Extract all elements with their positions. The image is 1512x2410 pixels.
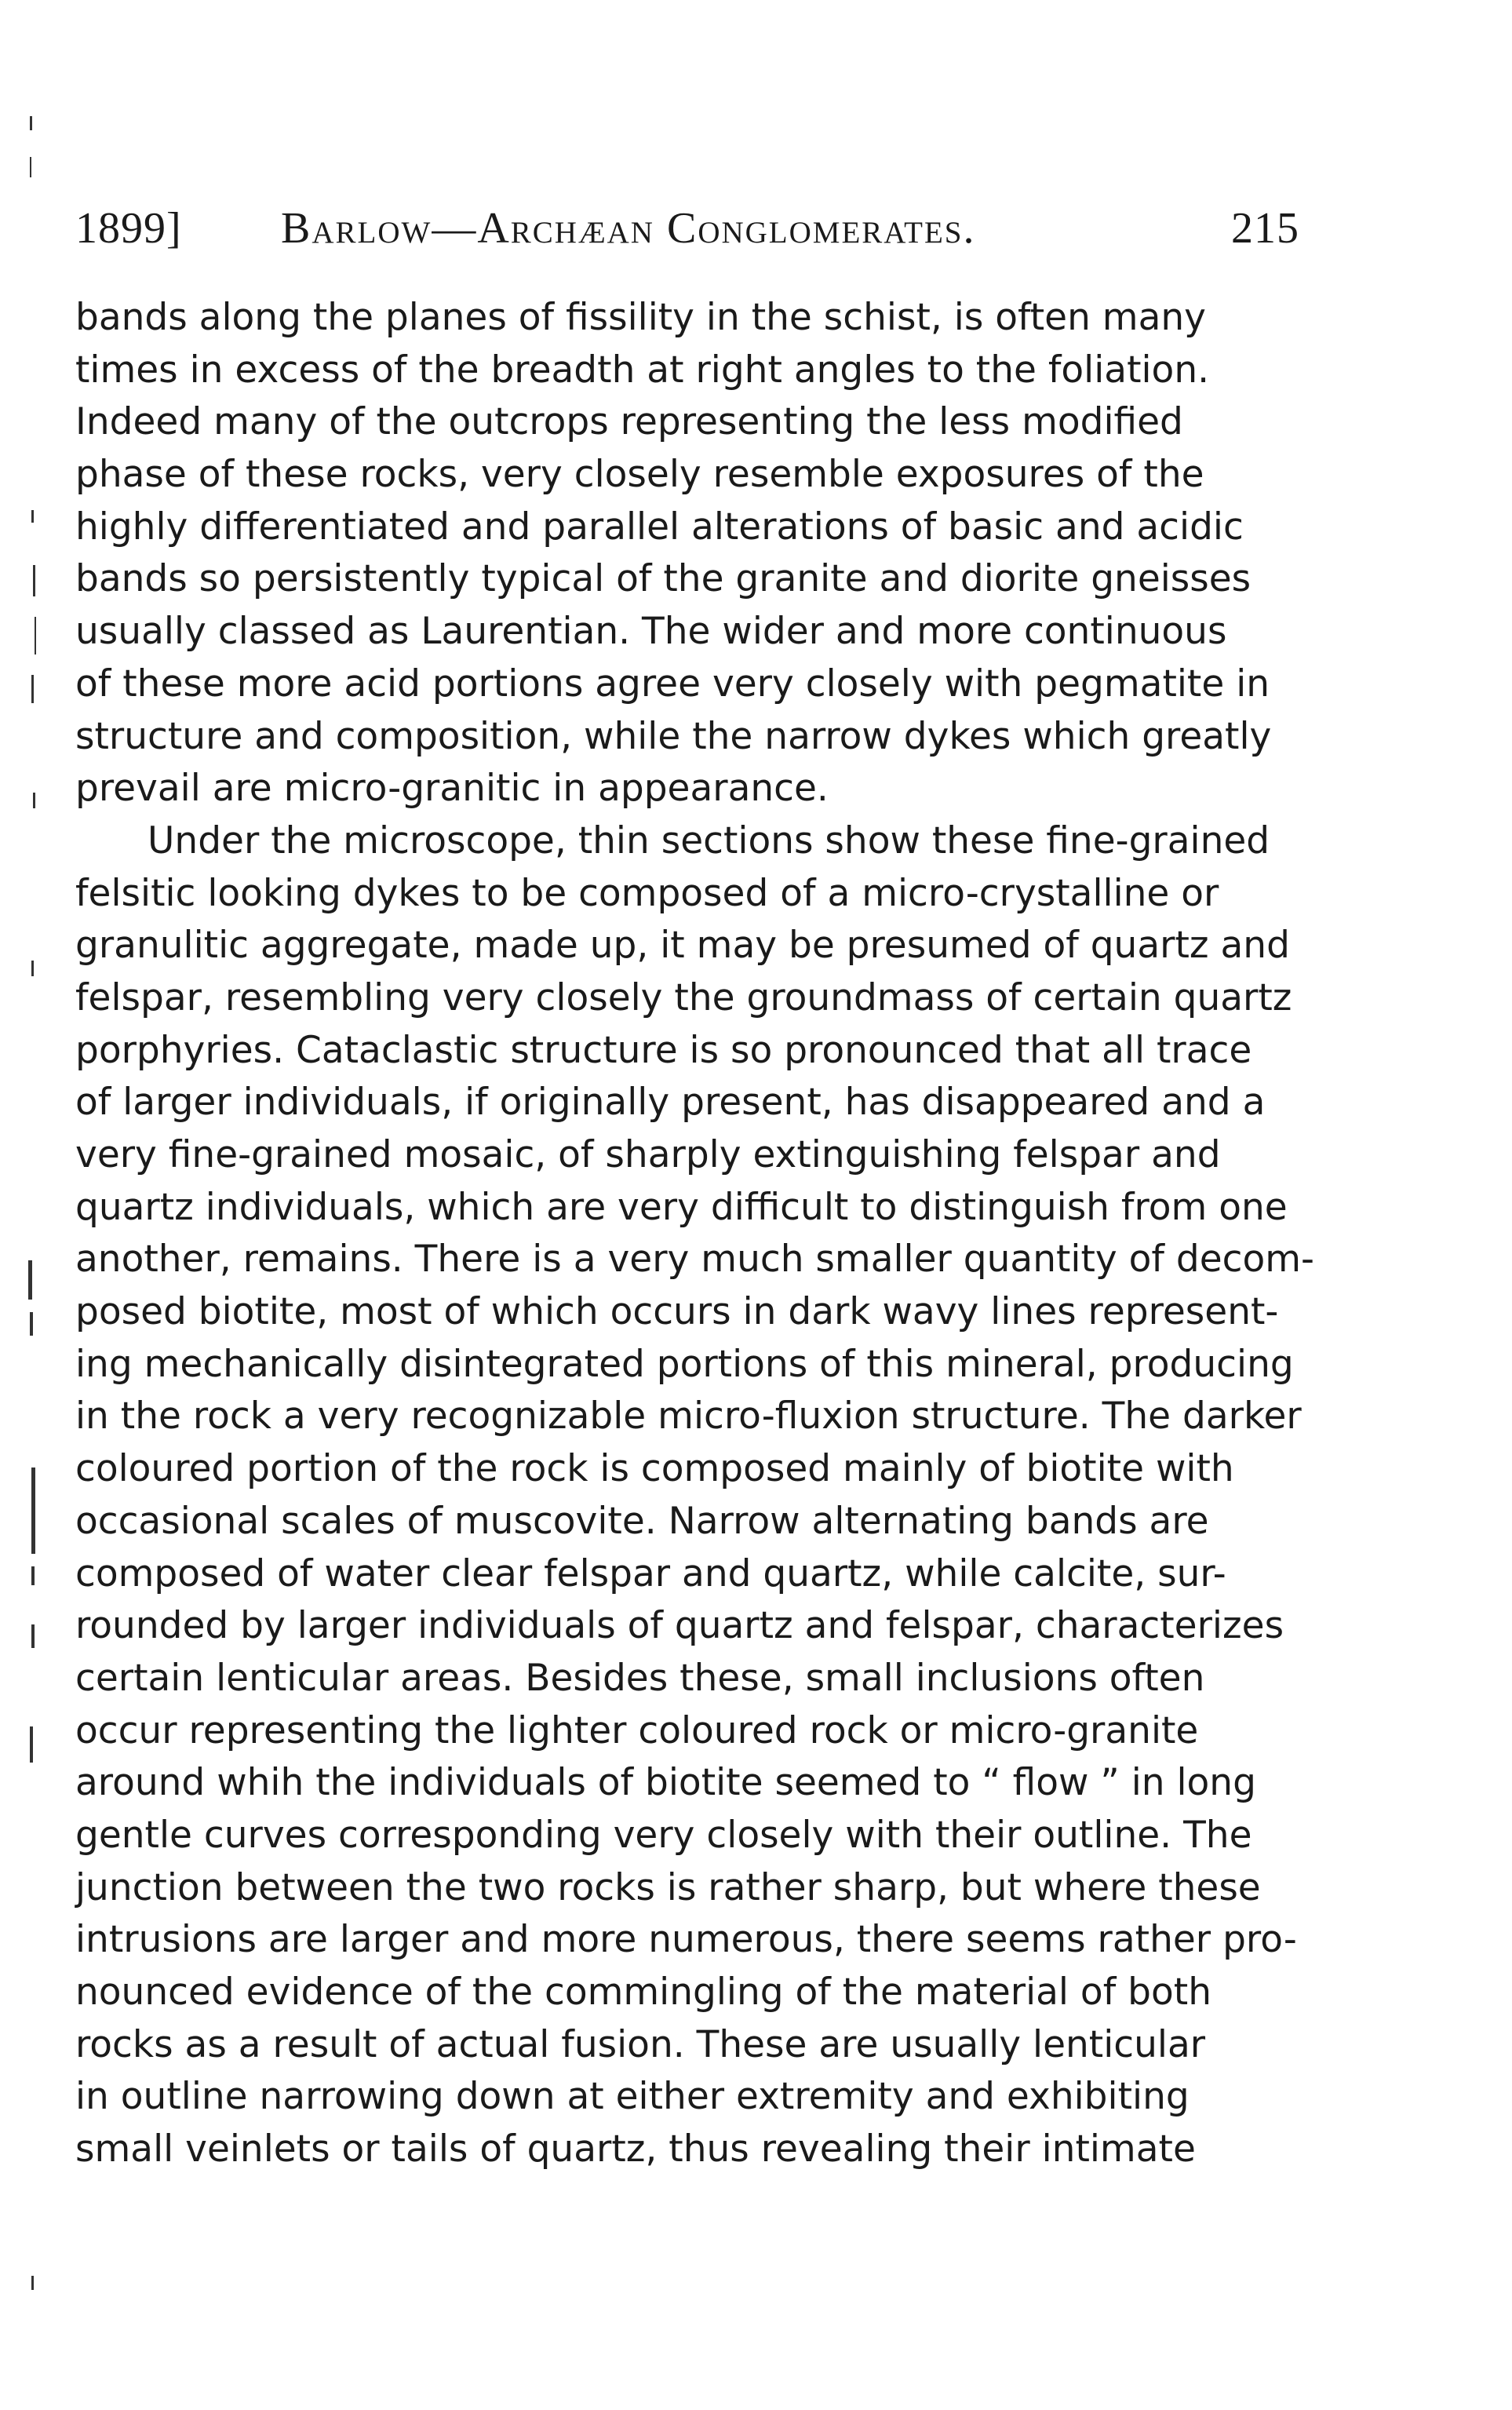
text-line: composed of water clear felspar and quartz, while calcite, sur- xyxy=(75,1551,1226,1595)
text-line: ing mechanically disintegrated portions of this mineral, producing xyxy=(75,1342,1294,1386)
margin-mark xyxy=(33,565,35,596)
text-line: around whih the individuals of biotite seemed to “ flow ” in long xyxy=(75,1761,1256,1805)
text-line: granulitic aggregate, made up, it may be presumed of quartz and xyxy=(75,924,1290,968)
text-line: bands so persistently typical of the granite and diorite gneisses xyxy=(75,557,1251,601)
text-line: highly differentiated and parallel alterations of basic and acidic xyxy=(75,505,1244,549)
text-line: another, remains. There is a very much smaller quantity of decom- xyxy=(75,1238,1314,1282)
text-line: porphyries. Cataclastic structure is so pronounced that all trace xyxy=(75,1028,1252,1072)
text-line: felspar, resembling very closely the groundmass of certain quartz xyxy=(75,975,1292,1019)
margin-mark xyxy=(31,961,34,976)
margin-mark xyxy=(31,1468,35,1554)
text-line: posed biotite, most of which occurs in dark wavy lines represent- xyxy=(75,1290,1279,1334)
margin-mark xyxy=(28,1260,32,1300)
text-line: in outline narrowing down at either extremity and exhibiting xyxy=(75,2075,1190,2119)
text-line: rounded by larger individuals of quartz and felspar, characterizes xyxy=(75,1604,1284,1648)
text-line: phase of these rocks, very closely resemble exposures of the xyxy=(75,453,1204,497)
margin-mark xyxy=(31,510,34,523)
margin-mark xyxy=(30,157,31,177)
text-line: certain lenticular areas. Besides these, small inclusions often xyxy=(75,1656,1205,1700)
running-header xyxy=(75,201,1299,256)
margin-mark xyxy=(30,1312,33,1336)
text-line: times in excess of the breadth at right angles to the foliation. xyxy=(75,348,1210,392)
header-title: Barlow—Archæan Conglomerates. xyxy=(281,204,976,253)
page-number: 215 xyxy=(1231,204,1299,253)
text-line: prevail are micro-granitic in appearance. xyxy=(75,767,829,811)
text-line: occur representing the lighter coloured rock or micro-granite xyxy=(75,1708,1199,1752)
text-line: felsitic looking dykes to be composed of a micro-crystalline or xyxy=(75,871,1219,915)
text-line: of these more acid portions agree very closely with pegmatite in xyxy=(75,662,1270,705)
text-line: usually classed as Laurentian. The wider and more continuous xyxy=(75,610,1227,654)
margin-scan-marks xyxy=(0,0,55,2410)
text-line: structure and composition, while the narrow dykes which greatly xyxy=(75,714,1272,758)
text-line: Indeed many of the outcrops representing the less modified xyxy=(75,400,1183,444)
text-line: rocks as a result of actual fusion. These are usually lenticular xyxy=(75,2022,1206,2066)
margin-mark xyxy=(30,116,32,130)
body-text xyxy=(75,292,1314,2176)
text-line: small veinlets or tails of quartz, thus revealing their intimate xyxy=(75,2127,1196,2171)
text-line: occasional scales of muscovite. Narrow alternating bands are xyxy=(75,1499,1209,1543)
header-year: 1899] xyxy=(75,204,182,253)
text-line: gentle curves corresponding very closely with their outline. The xyxy=(75,1813,1252,1857)
text-line: intrusions are larger and more numerous, there seems rather pro- xyxy=(75,1918,1297,1962)
text-line: of larger individuals, if originally present, has disappeared and a xyxy=(75,1081,1266,1125)
margin-mark xyxy=(30,1726,33,1763)
margin-mark xyxy=(31,2276,34,2290)
text-line: in the rock a very recognizable micro-fluxion structure. The darker xyxy=(75,1395,1302,1438)
text-line: junction between the two rocks is rather sharp, but where these xyxy=(75,1865,1261,1909)
text-line: quartz individuals, which are very difficult to distinguish from one xyxy=(75,1185,1288,1229)
margin-mark xyxy=(35,617,36,654)
margin-mark xyxy=(31,675,34,703)
text-line: coloured portion of the rock is composed mainly of biotite with xyxy=(75,1447,1234,1491)
margin-mark xyxy=(33,793,35,808)
text-line: bands along the planes of fissility in the schist, is often many xyxy=(75,296,1206,339)
margin-mark xyxy=(31,1566,35,1585)
text-line: nounced evidence of the commingling of the material of both xyxy=(75,1971,1211,2014)
margin-mark xyxy=(31,1624,35,1648)
text-line: very fine-grained mosaic, of sharply extinguishing felspar and xyxy=(75,1133,1221,1176)
paragraph-first-line: Under the microscope, thin sections show these fine-grained xyxy=(148,819,1270,862)
